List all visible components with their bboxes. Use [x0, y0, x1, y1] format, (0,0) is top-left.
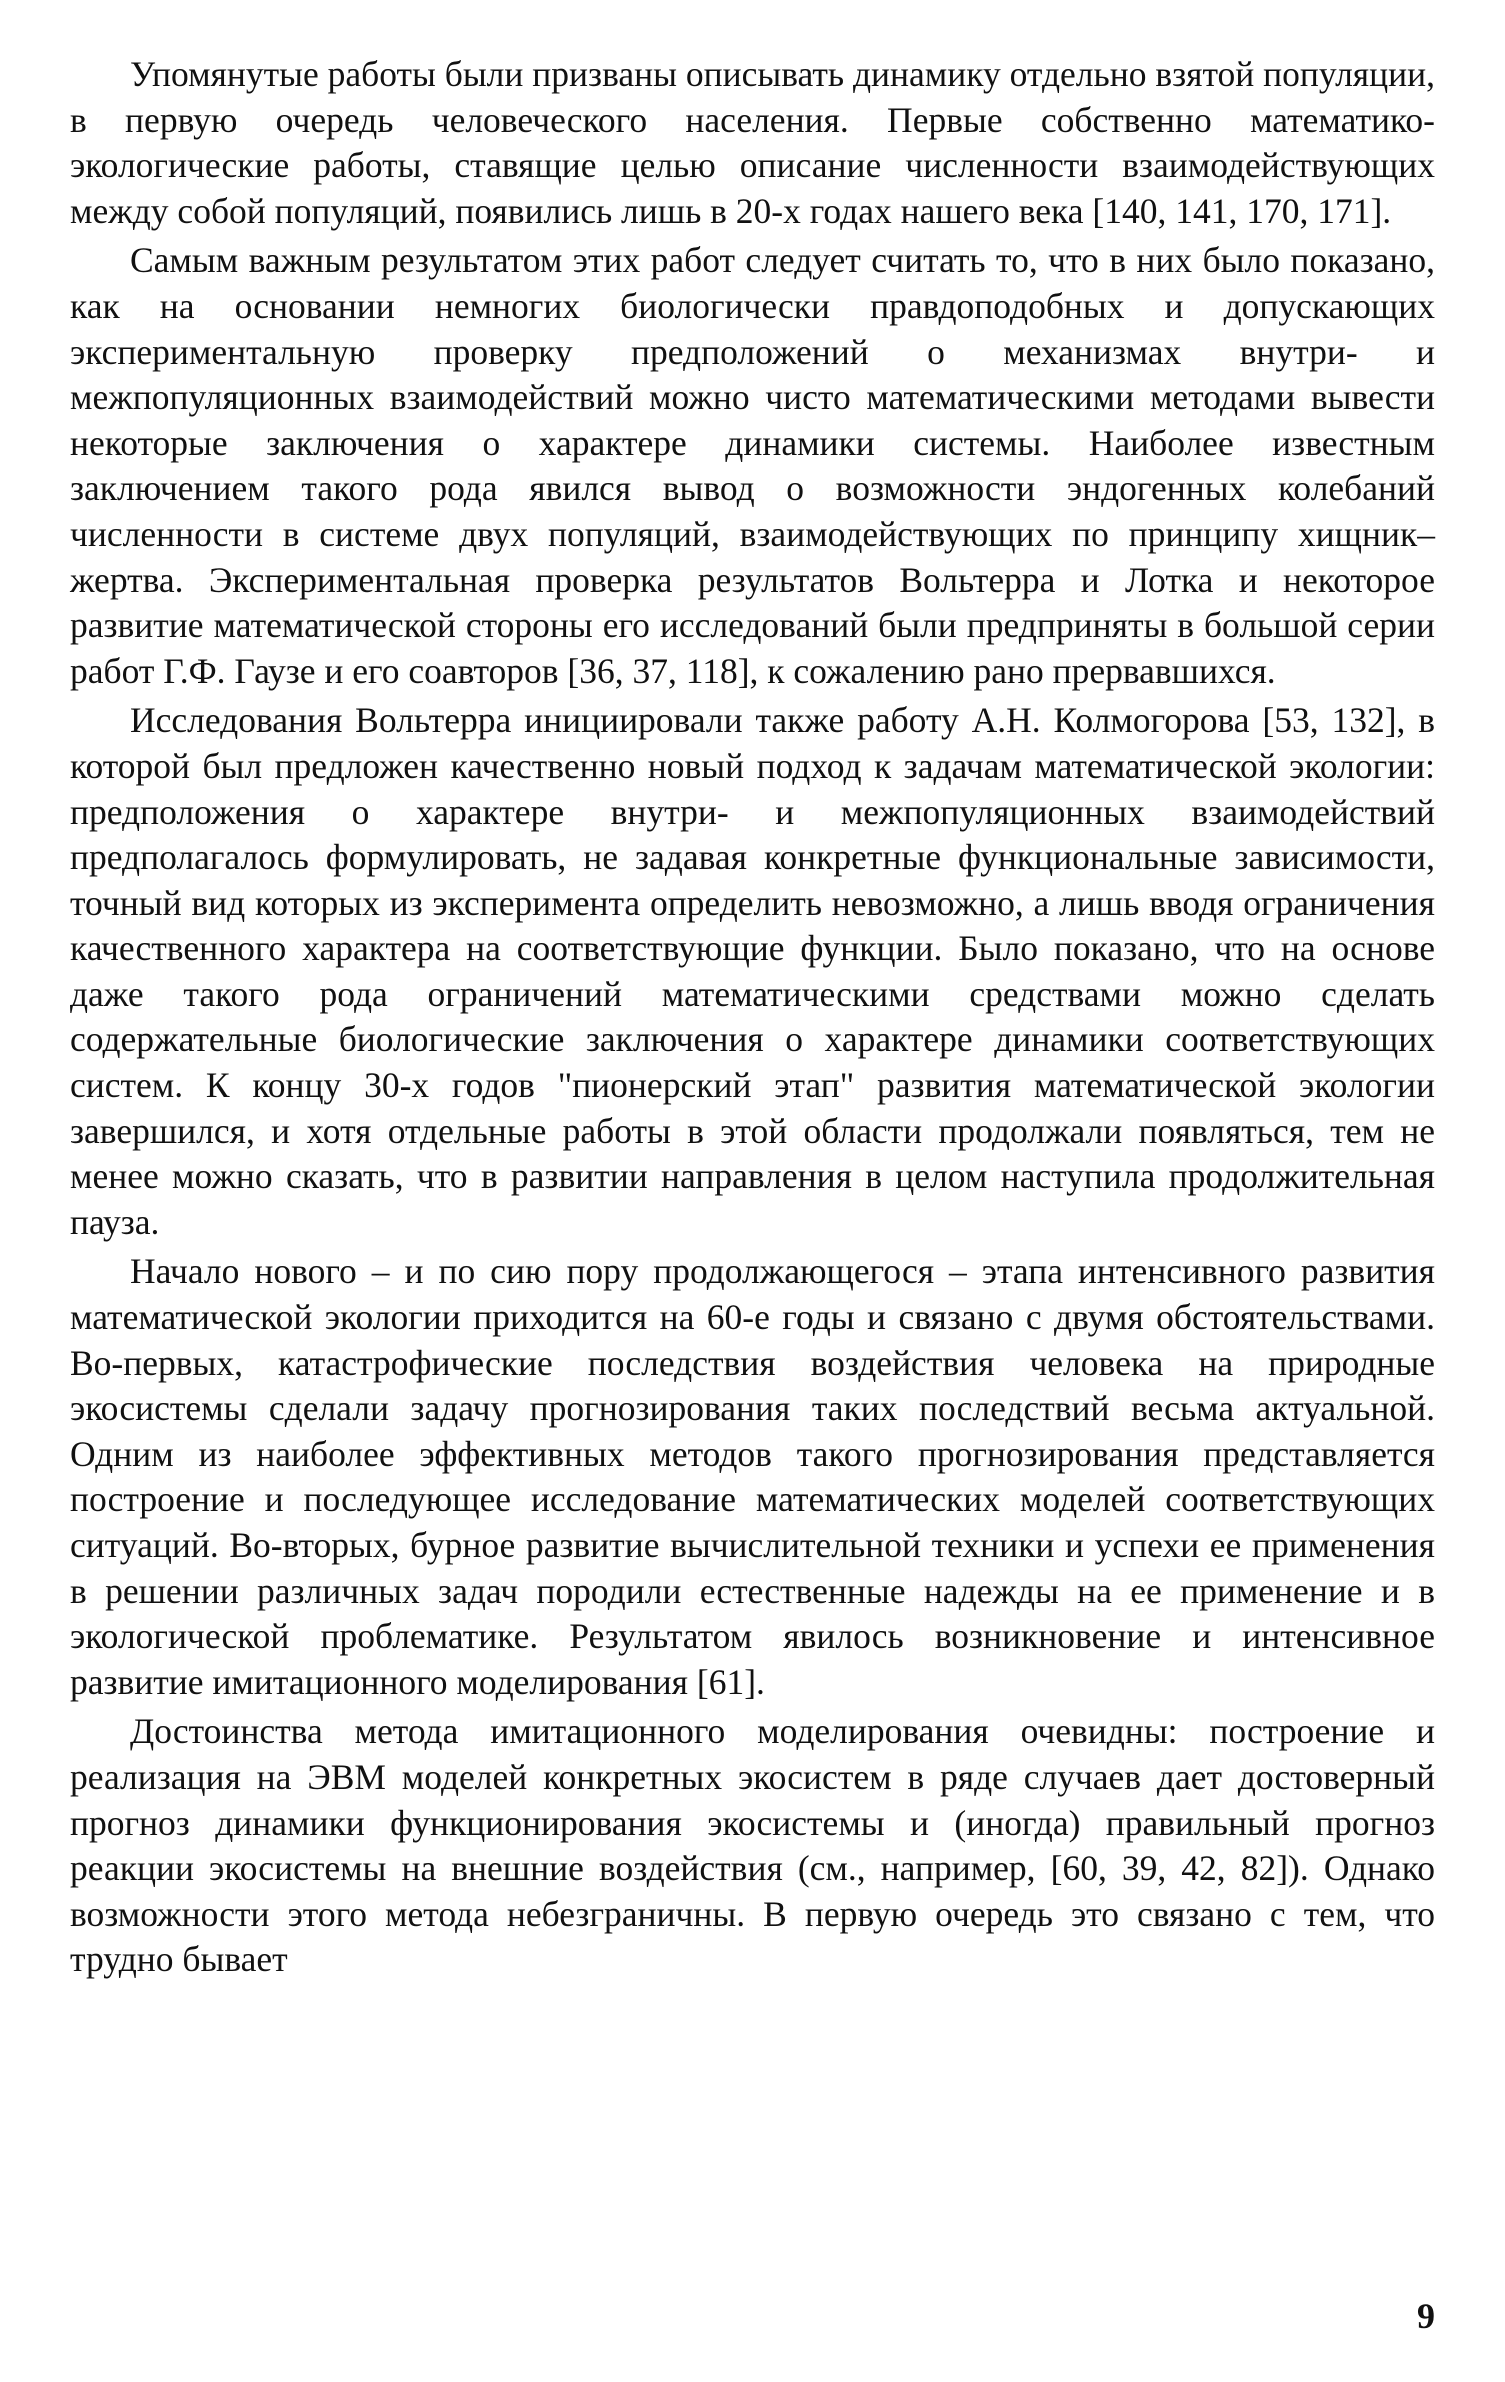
paragraph-5: Достоинства метода имитационного моделирования очевидны: построение и реализация на ЭВМ моделей конкретных экосистем в ряде случаев дает достоверный прогноз динамики функционирования экосистемы и (иногда) правильный прогноз реакции экосистемы на внешние воздействия (см., например, [60, 39, 42, 82]). Однако возможности этого метода небезграничны. В первую очередь это связано с тем, что трудно бывает	[70, 1711, 1435, 1980]
paragraph-2: Самым важным результатом этих работ следует считать то, что в них было показано, как на основании немногих биологически правдоподобных и допускающих экспериментальную проверку предположений о механизмах внутри- и межпопуляционных взаимодействий можно чисто математическими методами вывести некоторые заключения о характере динамики системы. Наиболее известным заключением такого рода явился вывод о возможности эндогенных колебаний численности в системе двух популяций, взаимодействующих по принципу хищник–жертва. Экспериментальная проверка результатов Вольтерра и Лотка и некоторое развитие математической стороны его исследований были предприняты в большой серии работ Г.Ф. Гаузе и его соавторов [36, 37, 118], к сожалению рано прервавшихся.	[70, 240, 1435, 691]
paragraph-4: Начало нового – и по сию пору продолжающегося – этапа интенсивного развития математической экологии приходится на 60-е годы и связано с двумя обстоятельствами. Во-первых, катастрофические последствия воздействия человека на природные экосистемы сделали задачу прогнозирования таких последствий весьма актуальной. Одним из наиболее эффективных методов такого прогнозирования представляется построение и последующее исследование математических моделей соответствующих ситуаций. Во-вторых, бурное развитие вычислительной техники и успехи ее применения в решении различных задач породили естественные надежды на ее применение и в экологической проблематике. Результатом явилось возникновение и интенсивное развитие имитационного моделирования [61].	[70, 1251, 1435, 1702]
paragraph-3: Исследования Вольтерра инициировали также работу А.Н. Колмогорова [53, 132], в которой был предложен качественно новый подход к задачам математической экологии: предположения о характере внутри- и межпопуляционных взаимодействий предполагалось формулировать, не задавая конкретные функциональные зависимости, точный вид которых из эксперимента определить невозможно, а лишь вводя ограничения качественного характера на соответствующие функции. Было показано, что на основе даже такого рода ограничений математическими средствами можно сделать содержательные биологические заключения о характере динамики соответствующих систем. К концу 30-х годов "пионерский этап" развития математической экологии завершился, и хотя отдельные работы в этой области продолжали появляться, тем не менее можно сказать, что в развитии направления в целом наступила продолжительная пауза.	[70, 700, 1435, 1242]
page-body	[70, 52, 1435, 2352]
paragraph-1: Упомянутые работы были призваны описывать динамику отдельно взятой популяции, в первую очередь человеческого населения. Первые собственно математико-экологические работы, ставящие целью описание численности взаимодействующих между собой популяций, появились лишь в 20-х годах нашего века [140, 141, 170, 171].	[70, 54, 1435, 231]
page-number: 9	[1417, 2296, 1435, 2336]
